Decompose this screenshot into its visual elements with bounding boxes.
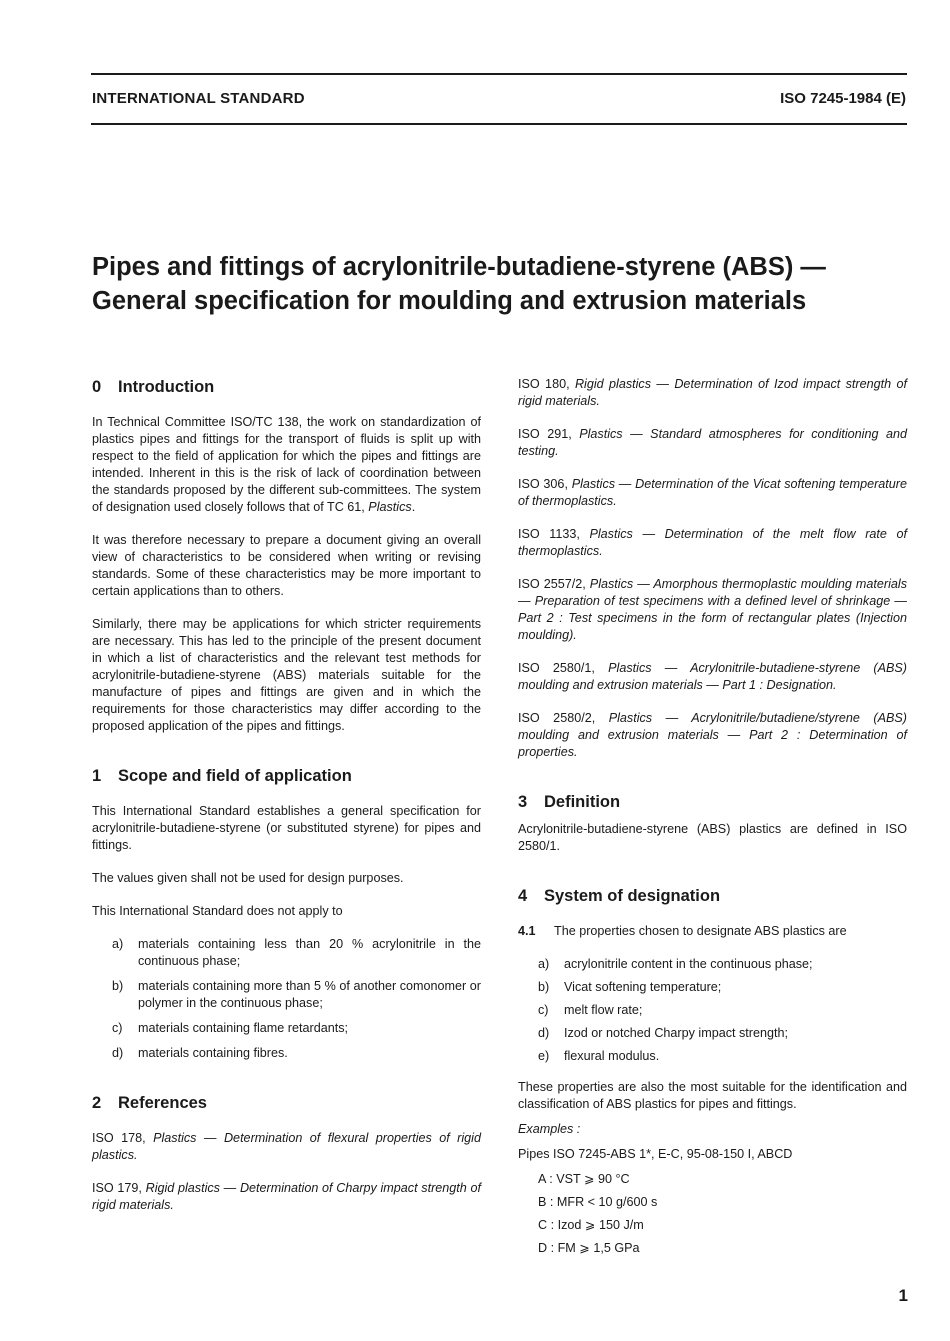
intro-paragraph-2: It was therefore necessary to prepare a document giving an overall view of characteristics to be considered when writing or revising standards. Some of these characteristics may be more important to certain applications than to others. bbox=[92, 533, 481, 598]
list-item: d) Izod or notched Charpy impact strength; bbox=[538, 1026, 789, 1040]
intro-paragraph-3: Similarly, there may be applications for which stricter requirements are necessary. This has led to the principle of the present document in which a list of characteristics and the relevant test methods for acrylonitrile-butadiene-styrene (ABS) materials suitable for the manufacture of pipes and fittings are given and in which the requirements for those characteristics may differ according to the proposed application of the pipes and fittings. bbox=[92, 617, 481, 733]
examples-label: Examples : bbox=[518, 1122, 581, 1136]
title-line-1: Pipes and fittings of acrylonitrile-butadiene-styrene (ABS) — bbox=[92, 253, 826, 281]
section-heading-designation: 4 System of designation bbox=[518, 887, 721, 905]
example-code: B : MFR < 10 g/600 s bbox=[538, 1195, 658, 1209]
header-rule-bottom bbox=[91, 123, 907, 125]
left-column bbox=[92, 376, 481, 1214]
list-item: b) materials containing more than 5 % of another comonomer or polymer in the continuous phase; bbox=[112, 979, 481, 1010]
section-heading-definition: 3 Definition bbox=[518, 793, 621, 811]
list-item: a) acrylonitrile content in the continuous phase; bbox=[538, 957, 813, 971]
document-title bbox=[92, 250, 922, 318]
section-heading-scope: 1 Scope and field of application bbox=[92, 767, 352, 785]
list-item: b) Vicat softening temperature; bbox=[538, 980, 722, 994]
list-item: a) materials containing less than 20 % acrylonitrile in the continuous phase; bbox=[112, 937, 481, 968]
example-code: D : FM ⩾ 1,5 GPa bbox=[538, 1241, 640, 1255]
reference-item: ISO 2580/1, Plastics — Acrylonitrile-butadiene-styrene (ABS) moulding and extrusion materials — Part 1 : Designation. bbox=[518, 661, 907, 692]
reference-item: ISO 179, Rigid plastics — Determination of Charpy impact strength of rigid materials. bbox=[92, 1181, 481, 1212]
example-code: A : VST ⩾ 90 °C bbox=[538, 1172, 630, 1186]
definition-paragraph: Acrylonitrile-butadiene-styrene (ABS) plastics are defined in ISO 2580/1. bbox=[518, 822, 907, 853]
list-item: e) flexural modulus. bbox=[538, 1049, 660, 1063]
example-code: C : Izod ⩾ 150 J/m bbox=[538, 1218, 644, 1232]
designation-property-list bbox=[518, 956, 907, 1065]
example-designation: Pipes ISO 7245-ABS 1*, E-C, 95-08-150 I, ABCD bbox=[518, 1147, 793, 1161]
right-column bbox=[518, 376, 907, 1263]
page-number: 1 bbox=[898, 1286, 908, 1305]
designation-paragraph: These properties are also the most suitable for the identification and classification of ABS plastics for pipes and fittings. bbox=[518, 1080, 907, 1111]
section-heading-references: 2 References bbox=[92, 1094, 207, 1112]
title-line-2: General specification for moulding and extrusion materials bbox=[92, 287, 807, 315]
reference-item: ISO 180, Rigid plastics — Determination of Izod impact strength of rigid materials. bbox=[518, 377, 907, 408]
reference-item: ISO 2557/2, Plastics — Amorphous thermoplastic moulding materials — Preparation of test specimens with a defined level of shrinkage — Part 2 : Test specimens in the form of rectangular plates (Injection moulding). bbox=[518, 577, 907, 642]
reference-item: ISO 291, Plastics — Standard atmospheres for conditioning and testing. bbox=[518, 427, 907, 458]
document-reference: ISO 7245-1984 (E) bbox=[780, 90, 906, 107]
document-type: INTERNATIONAL STANDARD bbox=[92, 90, 305, 107]
reference-item: ISO 2580/2, Plastics — Acrylonitrile/butadiene/styrene (ABS) moulding and extrusion materials — Part 2 : Determination of properties. bbox=[518, 711, 907, 759]
section-heading-introduction: 0 Introduction bbox=[92, 378, 215, 396]
list-item: d) materials containing fibres. bbox=[112, 1046, 288, 1060]
scope-paragraph-2: The values given shall not be used for design purposes. bbox=[92, 871, 404, 885]
list-item: c) materials containing flame retardants; bbox=[112, 1021, 348, 1035]
scope-paragraph-3: This International Standard does not apply to bbox=[92, 904, 343, 918]
intro-paragraph-1: In Technical Committee ISO/TC 138, the work on standardization of plastics pipes and fittings for the transport of fluids is split up with respect to the field of application for which the pipes and fittings are intended. Inherent in this is the risk of lack of coordination between the standards proposed by the different sub-committees. The system of designation used closely follows that of TC 61, Plastics. bbox=[92, 415, 481, 514]
scope-paragraph-1: This International Standard establishes a general specification for acrylonitrile-butadiene-styrene (or substituted styrene) for pipes and fittings. bbox=[92, 804, 481, 852]
reference-item: ISO 306, Plastics — Determination of the Vicat softening temperature of thermoplastics. bbox=[518, 477, 907, 508]
reference-item: ISO 1133, Plastics — Determination of the melt flow rate of thermoplastics. bbox=[518, 527, 907, 558]
reference-item: ISO 178, Plastics — Determination of flexural properties of rigid plastics. bbox=[92, 1131, 481, 1162]
list-item: c) melt flow rate; bbox=[538, 1003, 643, 1017]
subclause-4-1: 4.1 The properties chosen to designate ABS plastics are bbox=[518, 924, 847, 938]
header-rule-top bbox=[91, 73, 907, 75]
